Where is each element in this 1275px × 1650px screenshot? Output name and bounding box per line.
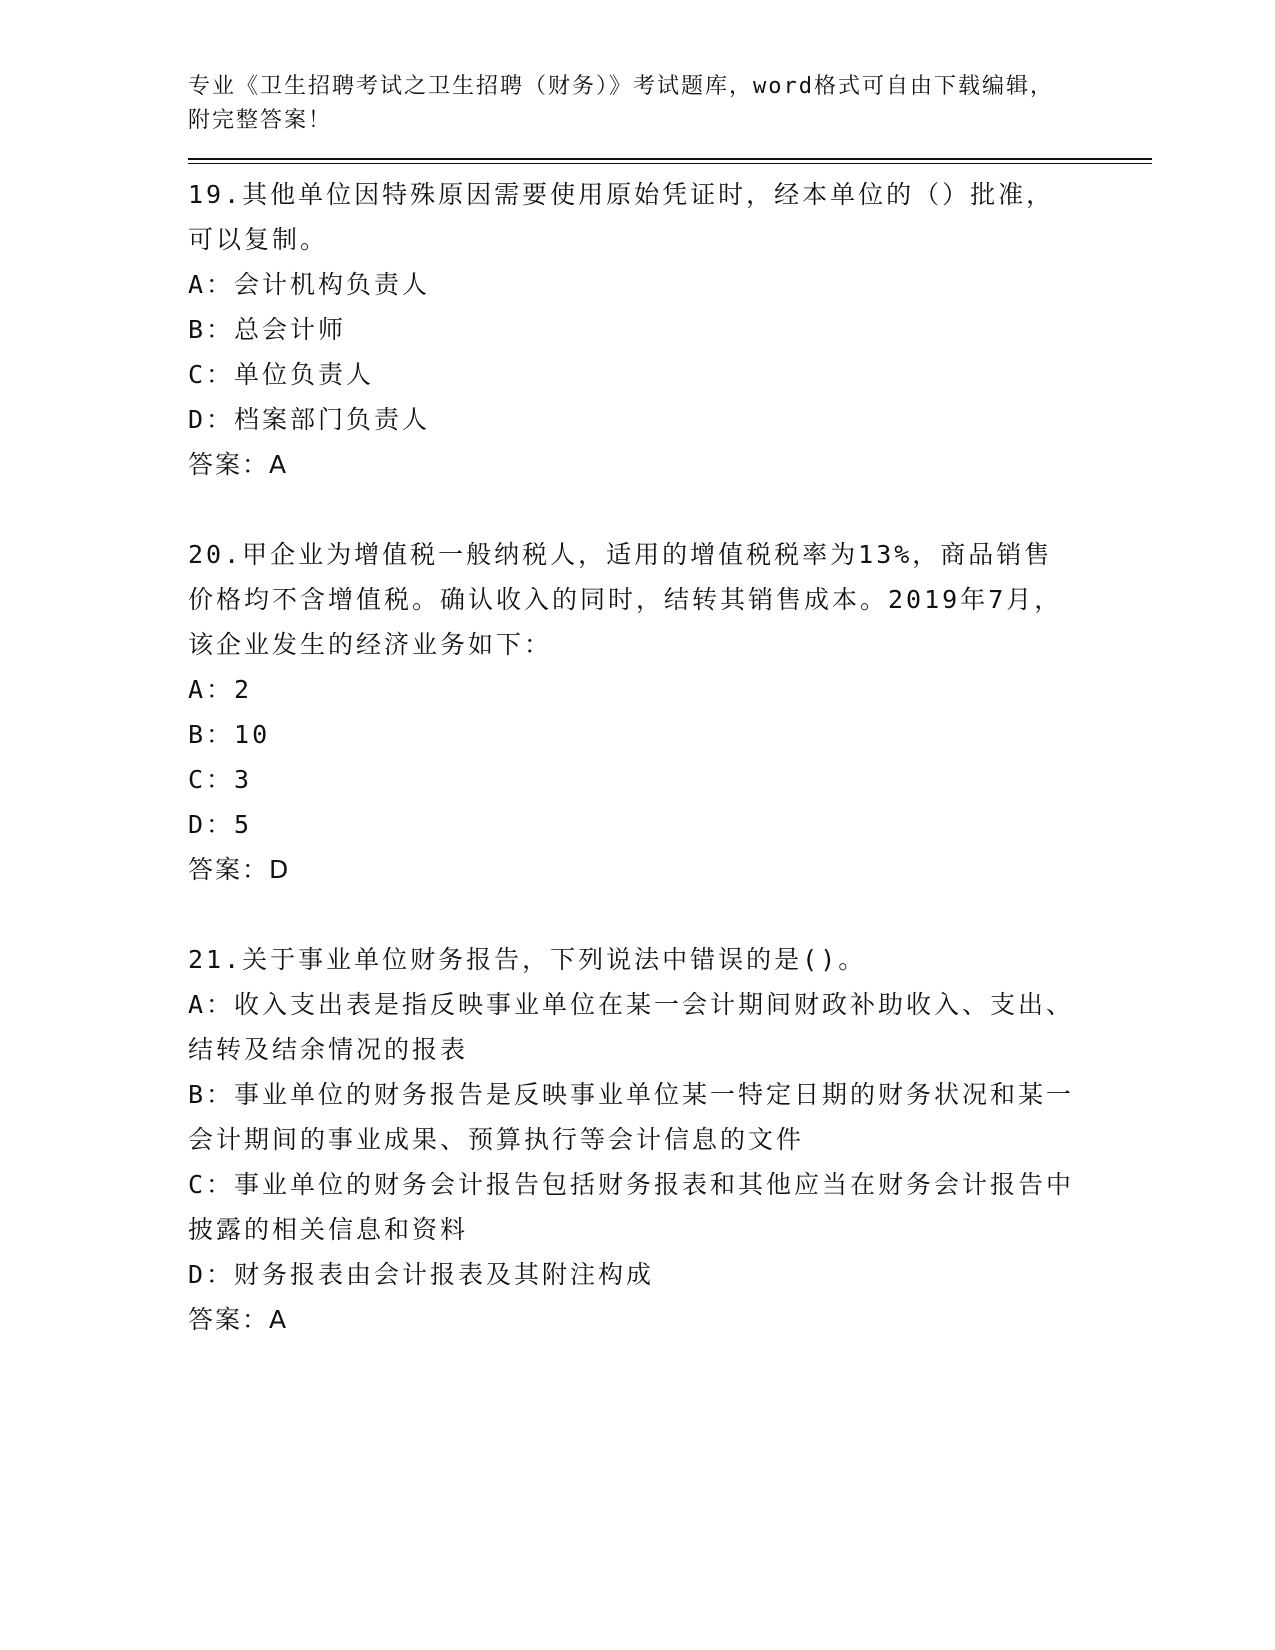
option-a: A：2 (188, 675, 253, 704)
document-header: 专业《卫生招聘考试之卫生招聘（财务）》考试题库，word格式可自由下载编辑，附完整答案！ (188, 74, 1054, 133)
option-d: D：档案部门负责人 (188, 405, 431, 434)
question-20 (188, 532, 1078, 892)
question-text: 21.关于事业单位财务报告，下列说法中错误的是()。 (188, 945, 867, 974)
option-b: B：事业单位的财务报告是反映事业单位某一特定日期的财务状况和某一会计期间的事业成果、预算执行等会计信息的文件 (188, 1080, 1075, 1154)
answer-line: 答案：A (188, 1305, 289, 1334)
question-text: 19.其他单位因特殊原因需要使用原始凭证时，经本单位的（）批准，可以复制。 (188, 180, 1055, 254)
option-a: A：会计机构负责人 (188, 270, 431, 299)
option-d: D：财务报表由会计报表及其附注构成 (188, 1260, 655, 1289)
answer-line: 答案：A (188, 450, 289, 479)
header-divider (188, 158, 1152, 164)
option-b: B：总会计师 (188, 315, 347, 344)
option-b: B：10 (188, 720, 271, 749)
option-d: D：5 (188, 810, 253, 839)
option-c: C：单位负责人 (188, 360, 375, 389)
answer-line: 答案：D (188, 855, 291, 884)
question-text: 20.甲企业为增值税一般纳税人，适用的增值税税率为13%，商品销售价格均不含增值税。确认收入的同时，结转其销售成本。2019年7月，该企业发生的经济业务如下： (188, 540, 1063, 659)
question-19 (188, 172, 1078, 487)
option-a: A：收入支出表是指反映事业单位在某一会计期间财政补助收入、支出、结转及结余情况的报表 (188, 990, 1075, 1064)
document-page (188, 70, 1148, 1342)
option-c: C：事业单位的财务会计报告包括财务报表和其他应当在财务会计报告中披露的相关信息和资料 (188, 1170, 1075, 1244)
question-21 (188, 937, 1078, 1342)
option-c: C：3 (188, 765, 253, 794)
